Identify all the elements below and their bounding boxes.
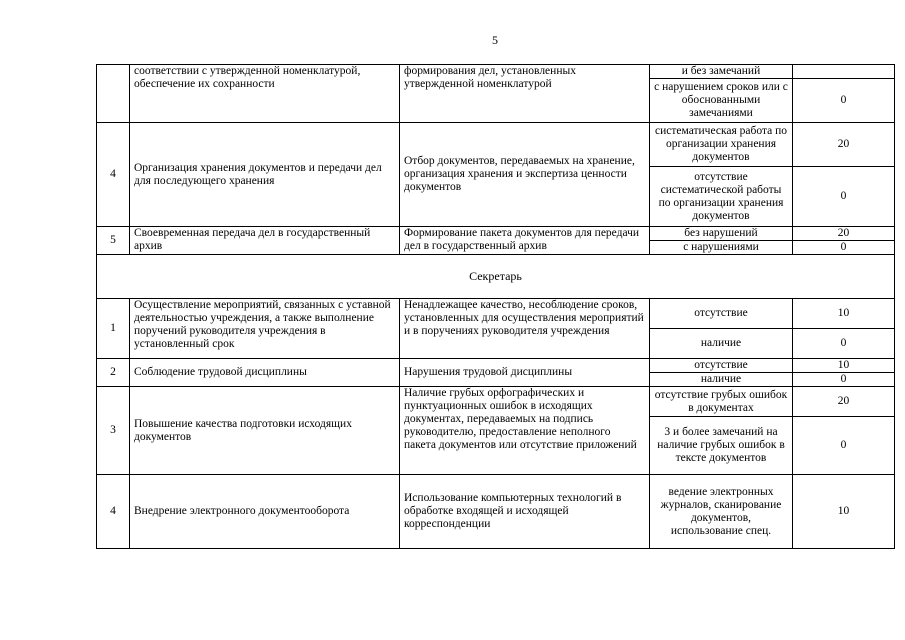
indicator-cell: Своевременная передача дел в государственный архив <box>130 227 400 255</box>
row-number: 3 <box>97 387 130 475</box>
description-cell: Ненадлежащее качество, несоблюдение сроков, установленных для осуществления мероприятий и в поручениях руководителя учреждения <box>400 299 650 359</box>
description-cell: Отбор документов, передаваемых на хранение, организация хранения и экспертиза ценности документов <box>400 123 650 227</box>
indicator-cell: соответствии с утвержденной номенклатурой, обеспечение их сохранности <box>130 65 400 123</box>
criteria-table <box>96 64 895 549</box>
indicator-cell: Внедрение электронного документооборота <box>130 475 400 549</box>
table-row <box>97 123 895 167</box>
score-cell: 10 <box>793 359 895 373</box>
criterion-cell: систематическая работа по организации хранения документов <box>650 123 793 167</box>
section-title: Секретарь <box>97 255 895 299</box>
score-cell: 0 <box>793 417 895 475</box>
section-row <box>97 255 895 299</box>
row-number: 1 <box>97 299 130 359</box>
description-cell: Использование компьютерных технологий в обработке входящей и исходящей корреспонденции <box>400 475 650 549</box>
score-cell: 0 <box>793 241 895 255</box>
indicator-cell: Организация хранения документов и передачи дел для последующего хранения <box>130 123 400 227</box>
criterion-cell: отсутствие <box>650 359 793 373</box>
criterion-cell: без нарушений <box>650 227 793 241</box>
row-number: 5 <box>97 227 130 255</box>
description-cell: Нарушения трудовой дисциплины <box>400 359 650 387</box>
row-number: 4 <box>97 123 130 227</box>
score-cell: 10 <box>793 475 895 549</box>
row-number: 2 <box>97 359 130 387</box>
table-row <box>97 299 895 329</box>
indicator-cell: Осуществление мероприятий, связанных с уставной деятельностью учреждения, а также выполнение поручений руководителя учреждения в установленный срок <box>130 299 400 359</box>
score-cell: 20 <box>793 227 895 241</box>
score-cell: 20 <box>793 387 895 417</box>
table-row <box>97 65 895 79</box>
score-cell: 20 <box>793 123 895 167</box>
score-cell <box>793 65 895 79</box>
criterion-cell: отсутствие <box>650 299 793 329</box>
score-cell: 0 <box>793 167 895 227</box>
table-row <box>97 359 895 373</box>
description-cell: формирования дел, установленных утвержденной номенклатурой <box>400 65 650 123</box>
page-number: 5 <box>492 33 498 47</box>
criterion-cell: ведение электронных журналов, сканирование документов, использование спец. <box>650 475 793 549</box>
score-cell: 0 <box>793 79 895 123</box>
score-cell: 0 <box>793 373 895 387</box>
criterion-cell: отсутствие грубых ошибок в документах <box>650 387 793 417</box>
description-cell: Формирование пакета документов для передачи дел в государственный архив <box>400 227 650 255</box>
table-row <box>97 475 895 549</box>
row-number <box>97 65 130 123</box>
table-row <box>97 387 895 417</box>
criterion-cell: наличие <box>650 329 793 359</box>
table-row <box>97 227 895 241</box>
criterion-cell: отсутствие систематической работы по организации хранения документов <box>650 167 793 227</box>
criterion-cell: с нарушением сроков или с обоснованными замечаниями <box>650 79 793 123</box>
indicator-cell: Соблюдение трудовой дисциплины <box>130 359 400 387</box>
criterion-cell: с нарушениями <box>650 241 793 255</box>
indicator-cell: Повышение качества подготовки исходящих документов <box>130 387 400 475</box>
criterion-cell: 3 и более замечаний на наличие грубых ошибок в тексте документов <box>650 417 793 475</box>
score-cell: 10 <box>793 299 895 329</box>
score-cell: 0 <box>793 329 895 359</box>
criterion-cell: и без замечаний <box>650 65 793 79</box>
criterion-cell: наличие <box>650 373 793 387</box>
row-number: 4 <box>97 475 130 549</box>
description-cell: Наличие грубых орфографических и пунктуационных ошибок в исходящих документах, передаваемых на подпись руководителю, предоставление неполного пакета документов или отсутствие приложений <box>400 387 650 475</box>
